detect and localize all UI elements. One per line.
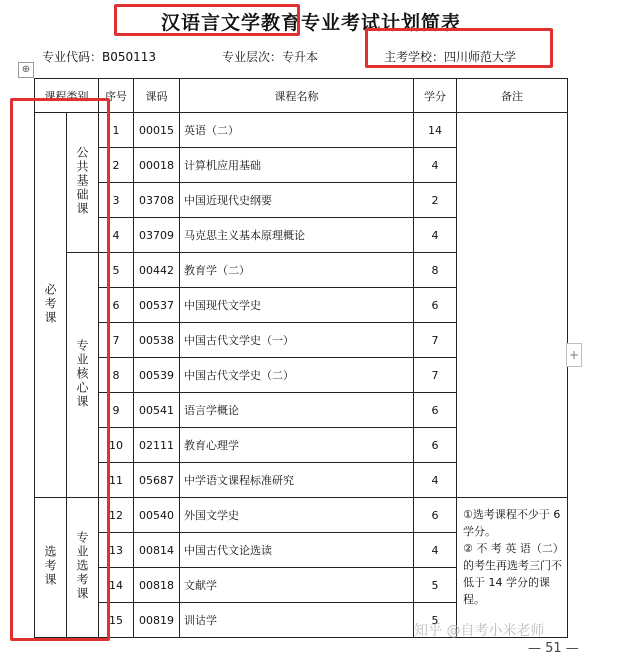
seq-cell: 2 (99, 148, 134, 183)
seq-cell: 14 (99, 568, 134, 603)
document-title: 汉语言文学教育专业考试计划简表 (160, 12, 461, 34)
major-level: 专业层次：专升本 (222, 50, 319, 64)
credits-cell: 2 (414, 183, 457, 218)
credits-cell: 5 (414, 568, 457, 603)
add-column-icon[interactable]: + (566, 343, 582, 367)
credits-cell: 4 (414, 533, 457, 568)
credits-cell: 4 (414, 148, 457, 183)
group-required-label: 必考课 (43, 282, 57, 325)
header-remarks: 备注 (457, 79, 568, 113)
exam-plan-table (34, 78, 568, 638)
category-highlight-box (10, 98, 110, 641)
seq-cell: 15 (99, 603, 134, 638)
course-name-cell: 英语（二） (180, 113, 414, 148)
table-row (35, 498, 568, 533)
page-number: — 51 — (528, 641, 579, 656)
table-row (35, 113, 568, 148)
course-name-cell: 教育心理学 (180, 428, 414, 463)
code-cell: 00540 (134, 498, 180, 533)
code-cell: 02111 (134, 428, 180, 463)
seq-cell: 5 (99, 253, 134, 288)
credits-cell: 5 (414, 603, 457, 638)
code-cell: 00015 (134, 113, 180, 148)
credits-cell: 7 (414, 358, 457, 393)
header-credits: 学分 (414, 79, 457, 113)
credits-cell: 14 (414, 113, 457, 148)
code-cell: 05687 (134, 463, 180, 498)
exam-school: 主考学校：四川师范大学 (384, 50, 517, 64)
header-category: 课程类别 (35, 79, 99, 113)
course-name-cell: 外国文学史 (180, 498, 414, 533)
subgroup-public-basic-label: 公共基础课 (75, 146, 89, 216)
code-cell: 03709 (134, 218, 180, 253)
seq-cell: 3 (99, 183, 134, 218)
course-name-cell: 训诂学 (180, 603, 414, 638)
remark-2: ② 不 考 英 语（二）的考生再选考三门不低于 14 学分的课程。 (463, 542, 562, 606)
credits-cell: 6 (414, 428, 457, 463)
course-name-cell: 中国古代文论选读 (180, 533, 414, 568)
code-cell: 00018 (134, 148, 180, 183)
seq-cell: 6 (99, 288, 134, 323)
code-cell: 00541 (134, 393, 180, 428)
subgroup-major-core-label: 专业核心课 (75, 338, 89, 409)
group-elective-label: 选考课 (43, 545, 57, 587)
seq-cell: 9 (99, 393, 134, 428)
course-name-cell: 文献学 (180, 568, 414, 603)
table-header-row (35, 79, 568, 113)
course-name-cell: 中国古代文学史（一） (180, 323, 414, 358)
course-name-cell: 中国现代文学史 (180, 288, 414, 323)
seq-cell: 10 (99, 428, 134, 463)
code-cell: 00814 (134, 533, 180, 568)
course-name-cell: 中学语文课程标准研究 (180, 463, 414, 498)
course-name-cell: 语言学概论 (180, 393, 414, 428)
seq-cell: 7 (99, 323, 134, 358)
credits-cell: 8 (414, 253, 457, 288)
major-code: 专业代码：B050113 (42, 50, 157, 64)
code-cell: 00819 (134, 603, 180, 638)
seq-cell: 12 (99, 498, 134, 533)
code-cell: 00539 (134, 358, 180, 393)
watermark: 知乎 @自考小米老师 (414, 623, 545, 639)
code-cell: 00537 (134, 288, 180, 323)
credits-cell: 6 (414, 288, 457, 323)
remarks-cell-empty (457, 113, 568, 498)
course-name-cell: 教育学（二） (180, 253, 414, 288)
credits-cell: 6 (414, 498, 457, 533)
remark-1: ①选考课程不少于 6学分。 (463, 508, 561, 538)
remarks-cell (457, 498, 568, 638)
code-cell: 00442 (134, 253, 180, 288)
seq-cell: 13 (99, 533, 134, 568)
seq-cell: 4 (99, 218, 134, 253)
course-name-cell: 中国古代文学史（二） (180, 358, 414, 393)
course-name-cell: 马克思主义基本原理概论 (180, 218, 414, 253)
credits-cell: 6 (414, 393, 457, 428)
course-name-cell: 计算机应用基础 (180, 148, 414, 183)
credits-cell: 4 (414, 218, 457, 253)
code-cell: 00818 (134, 568, 180, 603)
credits-cell: 7 (414, 323, 457, 358)
seq-cell: 1 (99, 113, 134, 148)
credits-cell: 4 (414, 463, 457, 498)
code-cell: 03708 (134, 183, 180, 218)
header-seq: 序号 (99, 79, 134, 113)
header-code: 课码 (134, 79, 180, 113)
code-cell: 00538 (134, 323, 180, 358)
title-highlight-box (114, 4, 300, 36)
seq-cell: 8 (99, 358, 134, 393)
seq-cell: 11 (99, 463, 134, 498)
subgroup-major-elective-label: 专业选考课 (75, 531, 89, 601)
header-name: 课程名称 (180, 79, 414, 113)
course-name-cell: 中国近现代史纲要 (180, 183, 414, 218)
school-highlight-box (365, 28, 553, 68)
table-move-handle-icon[interactable]: ⊕ (18, 62, 34, 78)
